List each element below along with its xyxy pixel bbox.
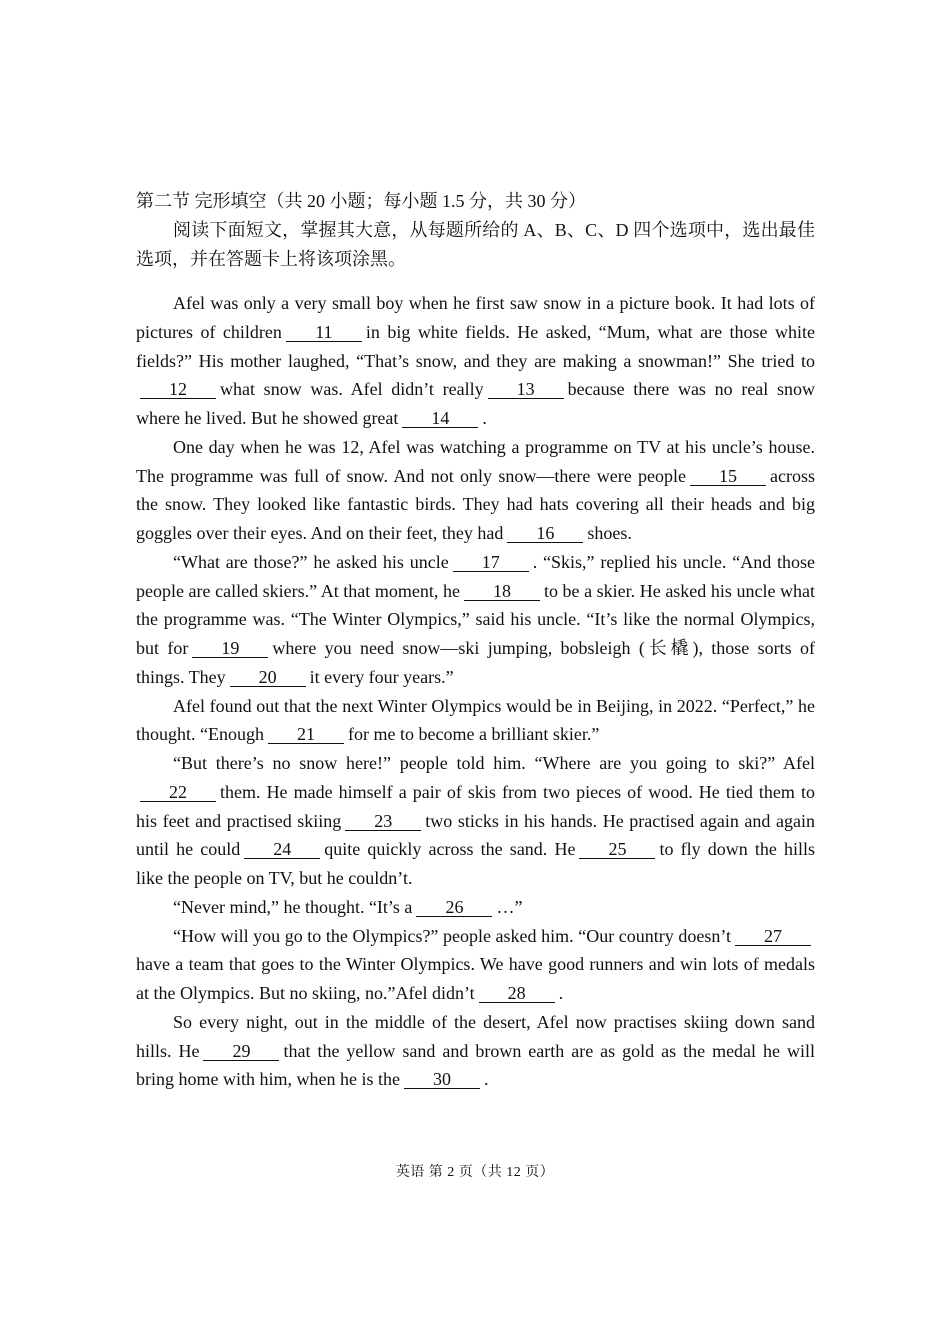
passage-text: in big white fields. He asked, “Mum, what are those white fields?” His mother laughed, “That’s snow, and they are making a snowman!” She tried to [136,321,815,371]
blank-11: 11 [286,323,362,342]
passage-text: because there was no real snow where he lived. But he showed great [136,379,816,428]
passage-text: “But there’s no snow here!” people told him. “Where are you going to ski?” Afel [173,753,815,773]
passage-text: where you need snow—ski jumping, bobsleigh (长橇), those sorts of things. They [136,638,815,687]
passage-paragraph [136,1008,815,1094]
blank-28: 28 [479,984,555,1003]
section-title: 第二节 完形填空（共 20 小题；每小题 1.5 分，共 30 分） [136,191,586,211]
passage-paragraph [136,749,815,893]
blank-30: 30 [404,1070,480,1089]
passage-text: for me to become a brilliant skier.” [348,724,600,745]
passage-text: Afel was only a very small boy when he first saw snow in a picture book. It had lots of pictures of children [136,293,815,342]
passage-text: . [558,983,564,1003]
passage-text: “Never mind,” he thought. “It’s a [173,896,413,917]
passage-text: two sticks in his hands. He practised again and again until he could [136,810,815,860]
page-footer: 英语 第 2 页（共 12 页） [395,1165,555,1180]
passage-text: quite quickly across the sand. He [324,839,576,860]
blank-17: 17 [453,553,529,572]
blank-25: 25 [579,840,655,859]
blank-12: 12 [140,380,216,399]
passage-text: One day when he was 12, Afel was watching a programme on TV at his uncle’s house. The programme was full of snow. And not only snow—there were people [136,436,815,486]
blank-16: 16 [507,524,583,543]
passage-paragraph [136,289,815,433]
passage-text: that the yellow sand and brown earth are as gold as the medal he will bring home with him, when he is the [136,1040,815,1090]
blank-15: 15 [690,467,766,486]
blank-19: 19 [192,639,268,658]
passage-text: have a team that goes to the Winter Olympics. We have good runners and win lots of medals at the Olympics. But no skiing, no.”Afel didn’t [136,954,815,1003]
passage-text: So every night, out in the middle of the desert, Afel now practises skiing down sand hills. He [136,1011,815,1061]
passage-text: shoes. [587,523,632,543]
passage-paragraph [136,692,815,750]
blank-29: 29 [203,1042,279,1061]
passage-text: …” [496,896,523,917]
blank-13: 13 [488,380,564,399]
blank-14: 14 [402,409,478,428]
passage-text: to be a skier. He asked his uncle what the programme was. “The Winter Olympics,” said his uncle. “It’s like the normal Olympics, but for [136,580,816,658]
passage-paragraph [136,893,815,922]
passage-text: . [482,408,487,428]
passage-text: across the snow. They looked like fantastic birds. They had hats covering all their heads and big goggles over their eyes. And on their feet, they had [136,465,815,543]
blank-18: 18 [464,582,540,601]
passage-text: them. He made himself a pair of skis from two pieces of wood. He tied them to his feet and practised skiing [136,781,815,831]
passage-text: to fly down the hills like the people on TV, but he couldn’t. [136,839,816,888]
passage-text: Afel found out that the next Winter Olympics would be in Beijing, in 2022. “Perfect,” he thought. “Enough [136,695,815,745]
passage-text: . “Skis,” replied his uncle. “And those people are called skiers.” At that moment, he [136,551,815,601]
passage-text: . [483,1069,489,1090]
cloze-passage [136,289,815,1094]
passage-text: “What are those?” he asked his uncle [173,551,449,572]
blank-26: 26 [416,898,492,917]
passage-text: it every four years.” [309,666,454,687]
section-instructions: 阅读下面短文，掌握其大意，从每题所给的 A、B、C、D 四个选项中，选出最佳选项，并在答题卡上将该项涂黑。 [136,220,815,269]
passage-text: “How will you go to the Olympics?” people asked him. “Our country doesn’t [173,925,731,946]
blank-23: 23 [345,812,421,831]
passage-paragraph [136,548,815,692]
passage-paragraph [136,433,815,548]
blank-21: 21 [268,725,344,744]
passage-paragraph [136,922,815,1008]
blank-22: 22 [140,783,216,802]
blank-20: 20 [230,668,306,687]
blank-27: 27 [735,927,811,946]
passage-text: what snow was. Afel didn’t really [220,379,484,400]
blank-24: 24 [244,840,320,859]
